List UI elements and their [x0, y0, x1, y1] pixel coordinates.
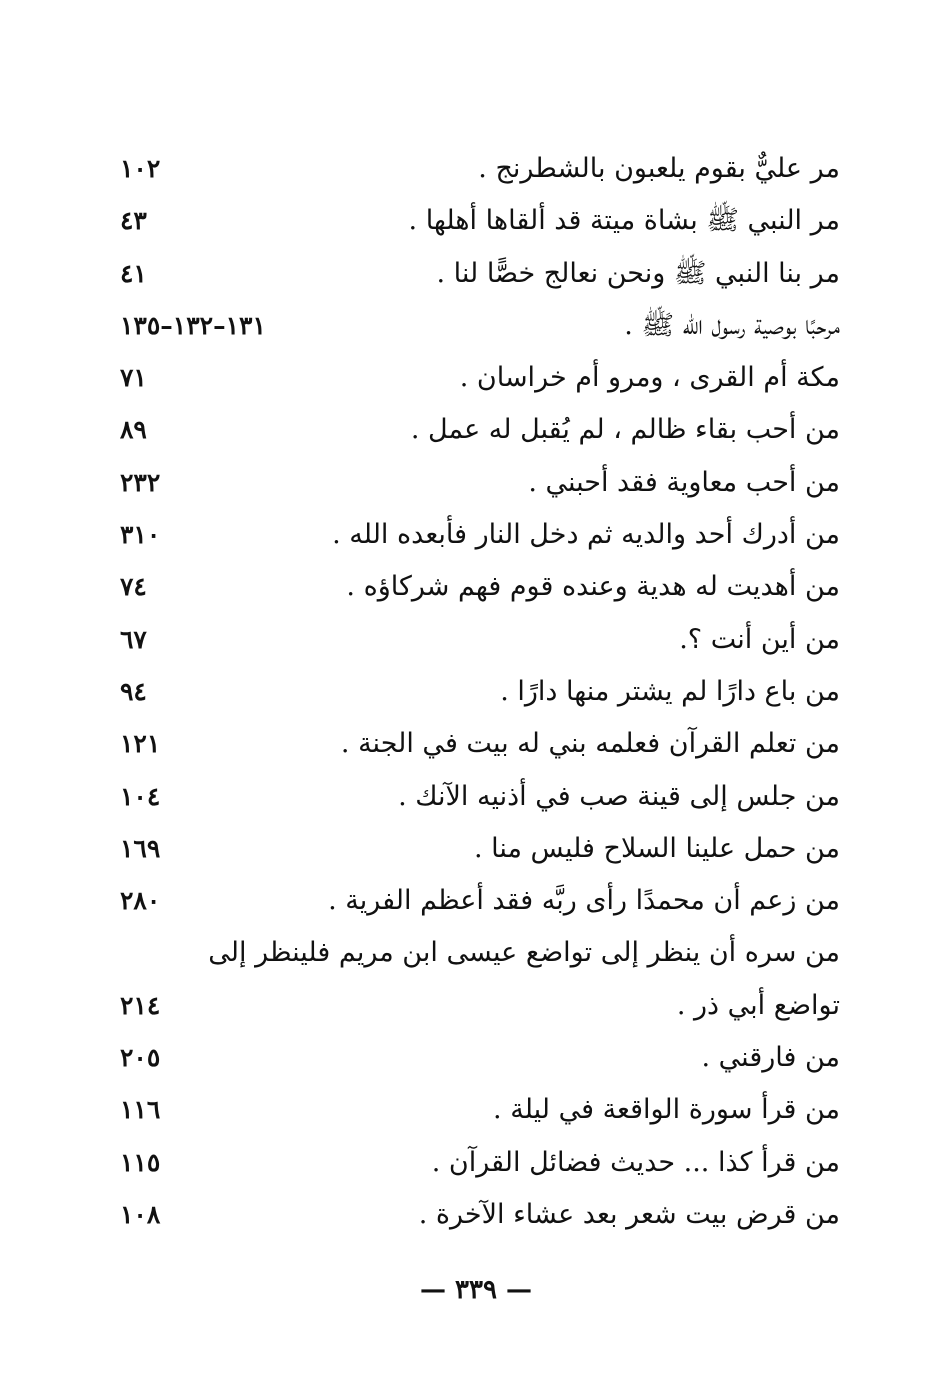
entry-page-reference: ١١٥ [120, 1147, 161, 1177]
entry-page-reference: ١٠٢ [120, 154, 161, 183]
entry-page-reference: ١٢١ [120, 729, 161, 759]
index-entry [120, 509, 840, 561]
entry-page-reference: ٣١٠ [120, 520, 161, 550]
entry-page-reference: ١٠٨ [120, 1199, 161, 1229]
index-entry [120, 561, 840, 613]
index-entry [120, 248, 840, 300]
index-entry [120, 666, 840, 718]
index-entry [120, 1137, 840, 1189]
entry-page-reference: ٢٠٥ [120, 1043, 161, 1073]
entry-text: مرحبًا بوصية رسول الله ﷺ . [624, 309, 840, 341]
entry-page-reference: ٢١٤ [120, 990, 161, 1020]
entry-page-reference: ٩٤ [120, 676, 147, 706]
entry-page-reference: ١٦٩ [120, 833, 161, 863]
index-entry [120, 404, 840, 456]
entry-text: من أين أنت ؟. [679, 623, 840, 655]
entry-page-reference: ٢٨٠ [120, 886, 161, 916]
entry-text: من قرأ كذا ... حديث فضائل القرآن . [431, 1146, 840, 1178]
entry-page-reference: ١٠٤ [120, 781, 161, 811]
entry-page-reference: ٧٤ [120, 572, 147, 602]
entry-text: من باع دارًا لم يشتر منها دارًا . [500, 675, 840, 707]
entry-page-reference: ٧١ [120, 363, 147, 393]
entry-page-reference: ١٣١–١٣٢–١٣٥ [120, 310, 266, 340]
entry-page-reference: ٨٩ [120, 415, 147, 445]
index-entry [120, 1189, 840, 1241]
entry-text: من تعلم القرآن فعلمه بني له بيت في الجنة . [340, 728, 840, 760]
index-entry [120, 718, 840, 770]
entry-page-reference: ٤١ [120, 258, 147, 288]
entry-text: من أحب معاوية فقد أحبني . [528, 466, 840, 498]
entry-page-reference: ٦٧ [120, 624, 147, 654]
index-entry [120, 457, 840, 509]
index-entry [120, 1084, 840, 1136]
index-entry [120, 195, 840, 247]
index-entry [120, 352, 840, 404]
entry-text: من جلس إلى قينة صب في أذنيه الآنك . [398, 780, 840, 812]
entry-text: من حمل علينا السلاح فليس منا . [473, 832, 840, 864]
index-entry [120, 300, 840, 352]
index-entry [120, 614, 840, 666]
entry-page-reference: ١١٦ [120, 1095, 161, 1125]
entry-page-reference: ٤٣ [120, 206, 147, 236]
entry-text: من أحب بقاء ظالم ، لم يُقبل له عمل . [410, 414, 840, 446]
entry-text: مكة أم القرى ، ومرو أم خراسان . [459, 362, 840, 394]
entry-text: من أهديت له هدية وعنده قوم فهم شركاؤه . [346, 571, 840, 603]
entry-text: مر النبي ﷺ بشاة ميتة قد ألقاها أهلها . [408, 205, 840, 237]
page-number: — ٣٣٩ — [419, 1275, 533, 1305]
index-entry [120, 143, 840, 195]
index-entry [120, 927, 840, 979]
index-entry [120, 823, 840, 875]
entry-text: من قرض بيت شعر بعد عشاء الآخرة . [418, 1198, 840, 1230]
entry-text: تواضع أبي ذر . [676, 989, 840, 1021]
entry-text: من قرأ سورة الواقعة في ليلة . [493, 1094, 840, 1126]
entry-text: من زعم أن محمدًا رأى ربَّه فقد أعظم الفرية . [328, 885, 840, 917]
entry-text: من فارقني . [701, 1042, 840, 1074]
index-entry [120, 980, 840, 1032]
hadith-index-list [120, 143, 840, 1241]
entry-text: من سره أن ينظر إلى تواضع عيسى ابن مريم فلينظر إلى [208, 937, 840, 969]
entry-page-reference: ٢٣٢ [120, 467, 161, 497]
entry-text: من أدرك أحد والديه ثم دخل النار فأبعده الله . [332, 519, 840, 551]
entry-text: مر عليٌّ بقوم يلعبون بالشطرنج . [478, 153, 840, 184]
entry-text: مر بنا النبي ﷺ ونحن نعالج خصًّا لنا . [436, 257, 840, 289]
index-entry [120, 875, 840, 927]
index-entry [120, 771, 840, 823]
index-entry [120, 1032, 840, 1084]
